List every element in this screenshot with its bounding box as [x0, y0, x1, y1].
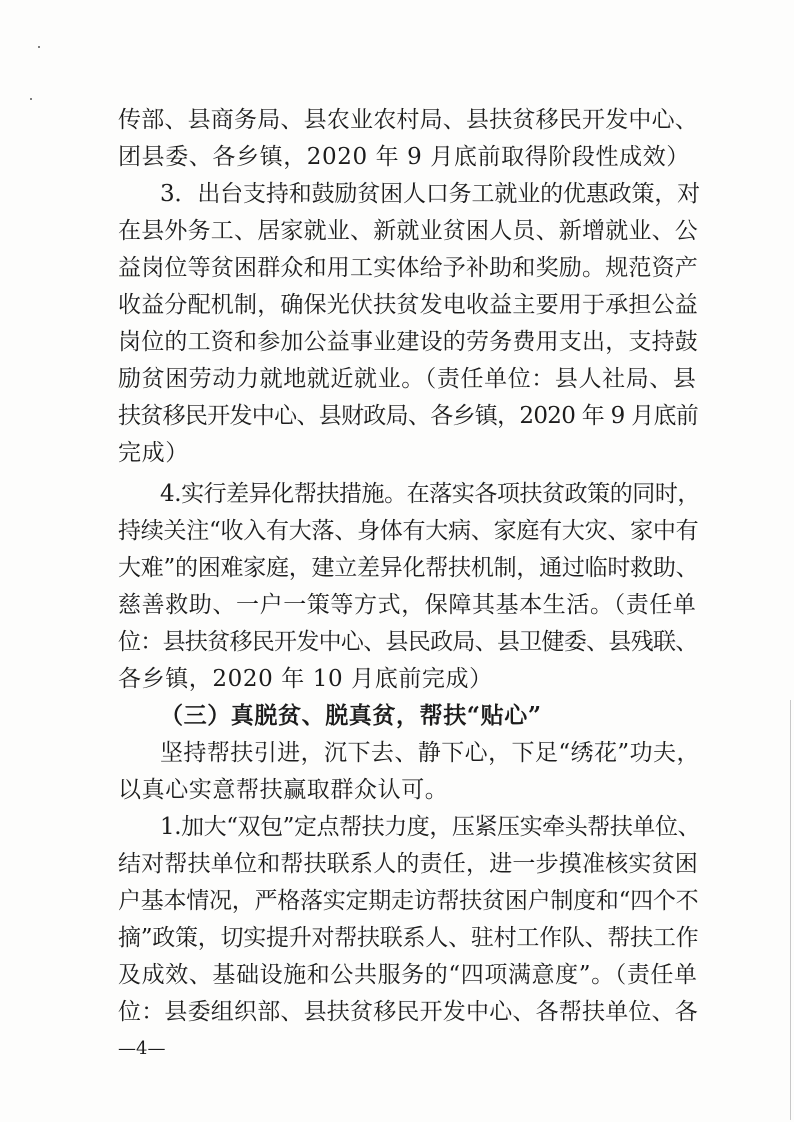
- section-heading: （三）真脱贫、脱真贫，帮扶“贴心”: [160, 702, 542, 729]
- paragraph-line: 及成效、基础设施和公共服务的“四项满意度”。（责任单: [118, 962, 698, 988]
- scan-edge-line: [790, 700, 791, 1120]
- paragraph-line: 1.加大“双包”定点帮扶力度，压紧压实牵头帮扶单位、: [160, 814, 701, 840]
- paragraph-line: 传部、县商务局、县农业农村局、县扶贫移民开发中心、: [118, 107, 698, 133]
- paragraph-line: 在县外务工、居家就业、新就业贫困人员、新增就业、公: [118, 218, 698, 244]
- paragraph-line: 以真心实意帮扶赢取群众认可。: [118, 777, 449, 803]
- paragraph-line: 慈善救助、一户一策等方式，保障其基本生活。（责任单: [118, 592, 697, 618]
- paragraph-line: 结对帮扶单位和帮扶联系人的责任，进一步摸准核实贫困: [118, 851, 698, 877]
- paragraph-line: 位：县扶贫移民开发中心、县民政局、县卫健委、县残联、: [118, 629, 698, 655]
- paragraph-line: 益岗位等贫困群众和用工实体给予补助和奖励。规范资产: [118, 255, 698, 281]
- paragraph-line: 持续关注“收入有大落、身体有大病、家庭有大灾、家中有: [118, 518, 699, 544]
- paragraph-line: 4.实行差异化帮扶措施。在落实各项扶贫政策的同时，: [160, 481, 700, 507]
- scan-speck: [38, 46, 40, 48]
- paragraph-line: 扶贫移民开发中心、县财政局、各乡镇，2020 年 9 月底前: [118, 403, 699, 429]
- scan-speck: [30, 98, 32, 100]
- paragraph-line: 3．出台支持和鼓励贫困人口务工就业的优惠政策，对: [160, 181, 701, 207]
- paragraph-line: 各乡镇，2020 年 10 月底前完成）: [118, 666, 493, 692]
- paragraph-line: 团县委、各乡镇，2020 年 9 月底前取得阶段性成效）: [118, 144, 690, 170]
- page-number: —4—: [118, 1038, 166, 1059]
- paragraph-line: 完成）: [118, 440, 189, 466]
- paragraph-line: 大难”的困难家庭，建立差异化帮扶机制，通过临时救助、: [118, 555, 699, 581]
- paragraph-line: 收益分配机制，确保光伏扶贫发电收益主要用于承担公益: [118, 292, 698, 318]
- paragraph-line: 户基本情况，严格落实定期走访帮扶贫困户制度和“四个不: [118, 888, 699, 914]
- paragraph-line: 摘”政策，切实提升对帮扶联系人、驻村工作队、帮扶工作: [118, 925, 699, 951]
- paragraph-line: 坚持帮扶引进，沉下去、静下心，下足“绣花”功夫，: [160, 740, 700, 766]
- paragraph-line: 位：县委组织部、县扶贫移民开发中心、各帮扶单位、各: [118, 999, 698, 1025]
- paragraph-line: 励贫困劳动力就地就近就业。（责任单位：县人社局、县: [118, 366, 697, 392]
- paragraph-line: 岗位的工资和参加公益事业建设的劳务费用支出，支持鼓: [118, 329, 698, 355]
